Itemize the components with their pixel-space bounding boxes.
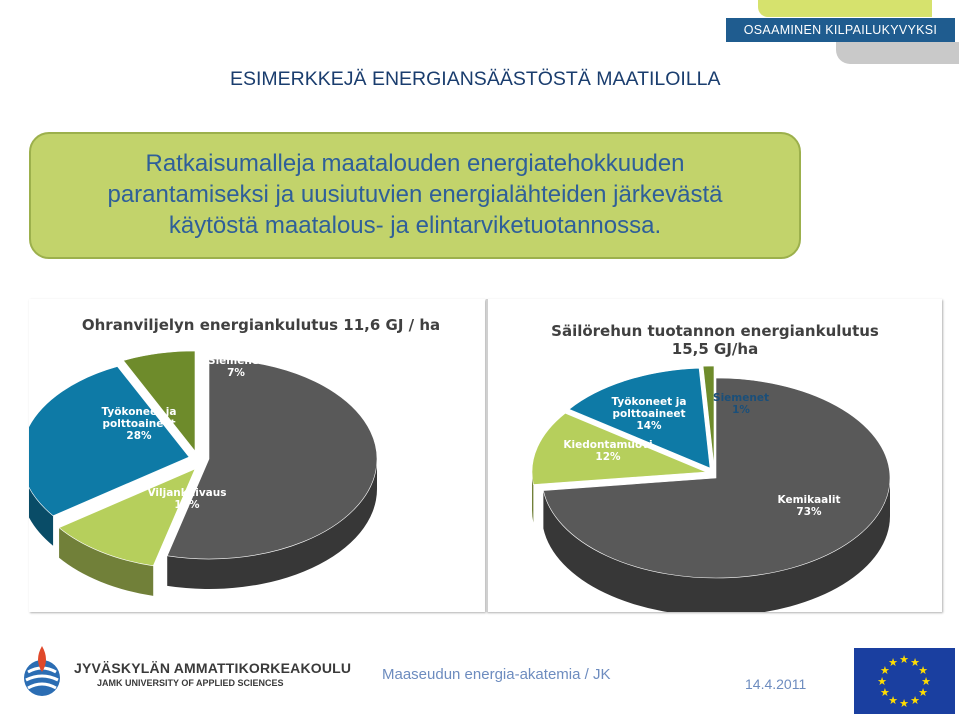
pie-label: Siemenet 7% [208, 355, 264, 379]
pie-label: Työkoneet ja polttoaineet 28% [101, 406, 177, 442]
svg-text:★: ★ [899, 697, 909, 710]
pie-label: Kemikaalit 54% [377, 444, 441, 468]
top-banner: OSAAMINEN KILPAILUKYVYKSI [726, 18, 955, 42]
logo-subtitle: JAMK UNIVERSITY OF APPLIED SCIENCES [97, 678, 284, 688]
chart-silage-svg [488, 299, 942, 612]
svg-text:★: ★ [910, 694, 920, 708]
eu-flag [854, 648, 955, 714]
pie-label: Siemenet 1% [713, 392, 769, 416]
callout-line: parantamiseksi ja uusiutuvien energialähteiden järkevästä [107, 181, 723, 208]
callout-line: käytöstä maatalous- ja elintarviketuotannossa. [168, 212, 662, 239]
jamk-logo [20, 642, 352, 700]
chart-barley-svg [29, 299, 485, 612]
svg-text:★: ★ [918, 664, 928, 677]
chart-title: Ohranviljelyn energiankulutus 11,6 GJ / ha [81, 316, 441, 334]
chart-title: Säilörehun tuotannon energiankulutus [551, 322, 879, 340]
logo-name: JYVÄSKYLÄN AMMATTIKORKEAKOULU [74, 660, 352, 676]
callout-line: Ratkaisumalleja maatalouden energiatehokkuuden [145, 150, 685, 177]
svg-text:★: ★ [910, 655, 920, 669]
svg-text:★: ★ [918, 686, 928, 699]
chart-title: 15,5 GJ/ha [671, 340, 759, 358]
svg-text:★: ★ [899, 653, 909, 666]
slide-title: ESIMERKKEJÄ ENERGIANSÄÄSTÖSTÄ MAATILOILLA [230, 68, 721, 90]
banner-accent-green [758, 0, 932, 17]
eu-stars-icon [854, 648, 955, 714]
pie-label: Kemikaalit 73% [777, 494, 841, 518]
footer-text: Maaseudun energia-akatemia / JK [382, 666, 611, 683]
svg-text:★: ★ [880, 686, 890, 699]
footer-date: 14.4.2011 [745, 676, 807, 692]
pie-label: Työkoneet ja polttoaineet 14% [611, 396, 687, 432]
jamk-emblem-icon [20, 642, 70, 700]
chart-barley [29, 299, 485, 612]
banner-accent-gray [836, 42, 959, 64]
callout-text [29, 148, 801, 241]
svg-text:★: ★ [888, 655, 898, 669]
svg-text:★: ★ [921, 675, 931, 688]
svg-text:★: ★ [888, 694, 898, 708]
pie-label: Kiedontamuovi 12% [563, 439, 653, 463]
chart-silage [486, 299, 942, 612]
svg-text:★: ★ [877, 675, 887, 688]
svg-text:★: ★ [880, 664, 890, 677]
pie-label: Viljankuivaus 11% [147, 487, 227, 511]
